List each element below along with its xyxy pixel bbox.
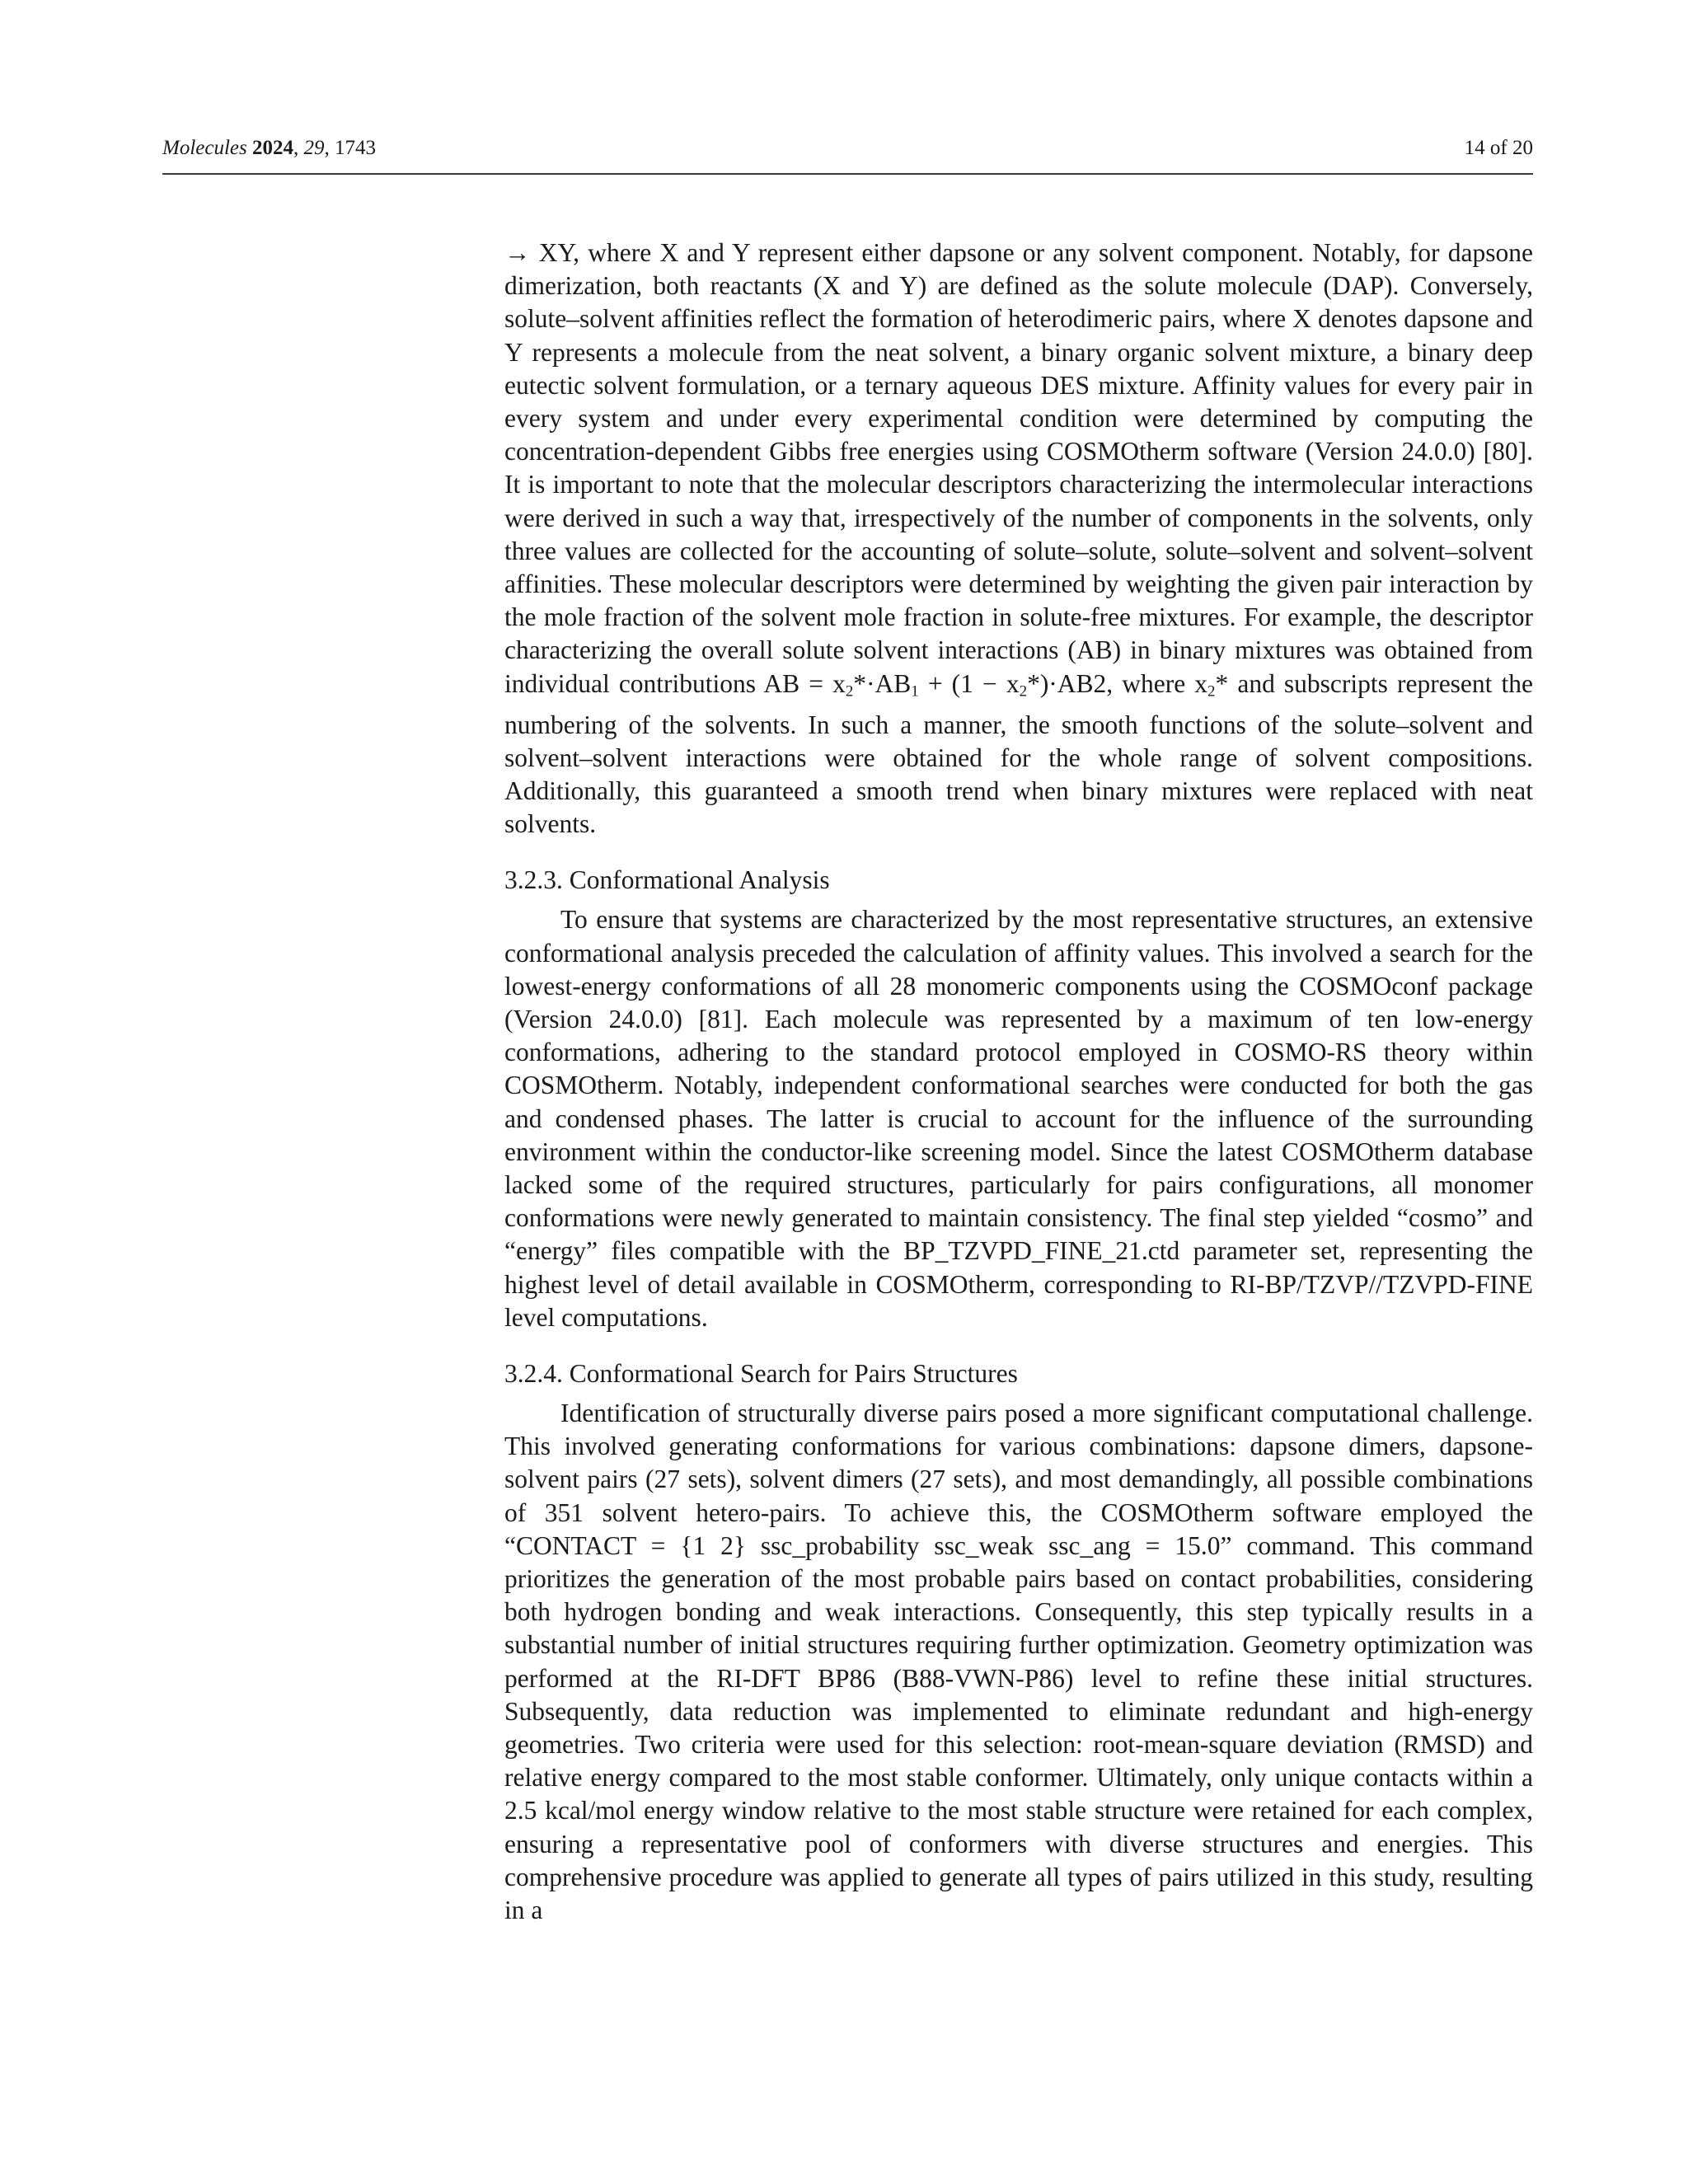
section-3-2-3-body: To ensure that systems are characterized by the most representative structures, an extensive conformational analysis preceded the calculation of affinity values. This involved a search for the lowest-energy conformations of all 28 monomeric components using the COSMOconf package (Version 24.0.0) [81]. Each molecule was represented by a maximum of ten low-energy conformations, adhering to the standard protocol employed in COSMO-RS theory within COSMOtherm. Notably, independent conformational searches were conducted for both the gas and condensed phases. The latter is crucial to account for the influence of the surrounding environment within the conductor-like screening model. Since the latest COSMOtherm database lacked some of the required structures, particularly for pairs configurations, all monomer conformations were newly generated to maintain consistency. The final step yielded “cosmo” and “energy” files compatible with the BP_TZVPD_FINE_21.ctd parameter set, representing the highest level of detail available in COSMOtherm, corresponding to RI-BP/TZVP//TZVPD-FINE level computations. — [504, 905, 1533, 1332]
page-number — [1465, 137, 1533, 160]
page-header — [162, 132, 1533, 175]
main-text — [504, 237, 1533, 1927]
page-current: 14 — [1464, 137, 1485, 159]
section-3-2-4-body: Identification of structurally diverse pairs posed a more significant computational challenge. This involved generating conformations for various combinations: dapsone dimers, dapsone-solvent pairs (27 sets), solvent dimers (27 sets), and most demandingly, all possible combinations of 351 solvent hetero-pairs. To achieve this, the COSMOtherm software employed the “CONTACT = {1 2} ssc_probability ssc_weak ssc_ang = 15.0” command. This command prioritizes the generation of the most probable pairs based on contact probabilities, considering both hydrogen bonding and weak interactions. Consequently, this step typically results in a substantial number of initial structures requiring further optimization. Geometry optimization was performed at the RI-DFT BP86 (B88-VWN-P86) level to refine these initial structures. Subsequently, data reduction was implemented to eliminate redundant and high-energy geometries. Two criteria were used for this selection: root-mean-square deviation (RMSD) and relative energy compared to the most stable conformer. Ultimately, only unique contacts within a 2.5 kcal/mol energy window relative to the most stable structure were retained for each complex, ensuring a representative pool of conformers with diverse structures and energies. This comprehensive procedure was applied to generate all types of pairs utilized in this study, resulting in a — [504, 1399, 1533, 1925]
paragraph-continued: → XY, where X and Y represent either dapsone or any solvent component. Notably, for dapsone dimerization, both reactants (X and Y) are defined as the solute molecule (DAP). Conversely, solute–solvent affinities reflect the formation of heterodimeric pairs, where X denotes dapsone and Y represents a molecule from the neat solvent, a binary organic solvent mixture, a binary deep eutectic solvent formulation, or a ternary aqueous DES mixture. Affinity values for every pair in every system and under every experimental condition were determined by computing the concentration-dependent Gibbs free energies using COSMOtherm software (Version 24.0.0) [80]. It is important to note that the molecular descriptors characterizing the intermolecular interactions were derived in such a way that, irrespectively of the number of components in the solvents, only three values are collected for the accounting of solute–solute, solute–solvent and solvent–solvent affinities. These molecular descriptors were determined by weighting the given pair interaction by the mole fraction of the solvent mole fraction in solute-free mixtures. For example, the descriptor characterizing the overall solute solvent interactions (AB) in binary mixtures was obtained from individual contributions AB = $x_2*\cdot AB_1 + (1 - x_2*)\cdot AB2$, where $x_2*$ and subscripts represent the numbering of the solvents. In such a manner, the smooth functions of the solute–solvent and solvent–solvent interactions were obtained for the whole range of solvent compositions. Additionally, this guaranteed a smooth trend when binary mixtures were replaced with neat solvents. — [504, 238, 1533, 839]
page-total: 20 — [1512, 137, 1533, 159]
article-number: 1743 — [334, 137, 376, 159]
journal-year: 2024 — [251, 137, 293, 159]
journal-volume: 29 — [303, 137, 325, 159]
journal-name: Molecules — [162, 137, 247, 159]
page-of: of — [1489, 137, 1507, 159]
section-heading-3-2-4: 3.2.4. Conformational Search for Pairs Structures — [504, 1359, 1018, 1389]
journal-citation: Molecules 2024, 29, 1743 — [162, 137, 376, 159]
section-heading-3-2-3: 3.2.3. Conformational Analysis — [504, 865, 830, 895]
